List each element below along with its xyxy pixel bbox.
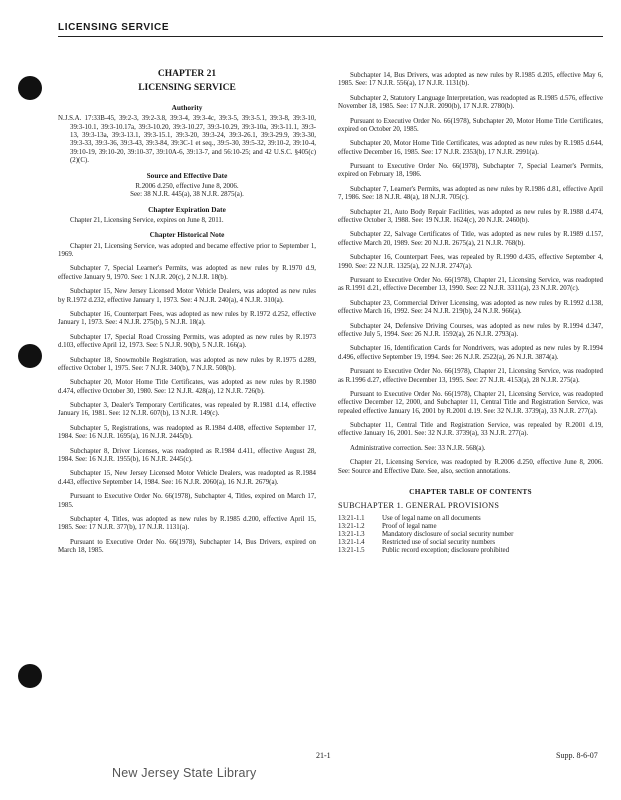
toc-entry	[338, 531, 603, 539]
history-paragraph: Subchapter 15, New Jersey Licensed Motor Vehicle Dealers, was adopted as new rules by R.1972 d.232, effective January 1, 1973. See: 4 N.J.R. 240(a), 4 N.J.R. 310(a).	[58, 288, 316, 304]
history-paragraph: Subchapter 11, Central Title and Registration Service, was repealed by R.2001 d.19, effective January 16, 2001. See: 32 N.J.R. 3739(a), 33 N.J.R. 277(a).	[338, 422, 603, 438]
authority-text: N.J.S.A. 17:33B-45, 39:2-3, 39:2-3.8, 39:3-4, 39:3-4c, 39:3-5, 39:3-5.1, 39:3-8, 39:3-10, 39:3-10.1, 39:3-10.17a, 39:3-10.20, 39:3-10.27, 39:3-10.29, 39:3-10a, 39:3-11.1, 39:3-13, 39:3-13a, 39:3-13.1, 39:3-15.1, 39:3-20, 39:3-24, 39:3-26.1, 39:3-29.9, 39:3-30, 39:3-33, 39:3-36, 39:3-43, 39:3-84, 39:3C-1 et seq., 39:5-30, 39:5-32, 39:10-2, 39:10-4, 39:10-19, 39:10-20, 39:10-37, 39:10A-6, 39:13-7, and 56:10-25; and 42 U.S.C. §405(c)(2)(C).	[58, 115, 316, 165]
history-paragraph: Subchapter 24, Defensive Driving Courses, was adopted as new rules by R.1994 d.347, effective July 5, 1994. See: 26 N.J.R. 1592(a), 26 N.J.R. 2793(a).	[338, 322, 603, 338]
library-watermark: New Jersey State Library	[112, 766, 257, 780]
running-header: LICENSING SERVICE	[58, 22, 170, 33]
toc-entry-title: Public record exception; disclosure prohibited	[382, 547, 510, 555]
toc-entry-title: Proof of legal name	[382, 522, 437, 530]
toc-entry-number: 13:21-1.4	[338, 538, 365, 546]
history-paragraph: Subchapter 21, Auto Body Repair Facilities, was adopted as new rules by R.1988 d.474, effective October 3, 1988. See: 19 N.J.R. 1624(c), 20 N.J.R. 2460(b).	[338, 208, 603, 225]
header-rule	[58, 36, 603, 37]
punch-hole-bottom	[18, 664, 42, 688]
source-line-1: R.2006 d.250, effective June 8, 2006.	[135, 182, 239, 190]
toc-entry	[338, 523, 603, 531]
history-paragraph: Subchapter 23, Commercial Driver Licensing, was adopted as new rules by R.1992 d.138, effective March 16, 1992. See: 24 N.J.R. 219(b), 24 N.J.R. 966(a).	[338, 299, 603, 316]
left-column	[58, 60, 316, 562]
history-paragraph: Subchapter 22, Salvage Certificates of Title, was adopted as new rules by R.1989 d.157, effective March 20, 1989. See: 20 N.J.R. 2675(a), 21 N.J.R. 768(b).	[338, 231, 603, 247]
history-paragraph: Pursuant to Executive Order No. 66(1978), Chapter 21, Licensing Service, was readopted as R.1991 d.21, effective December 13, 1990. See: 22 N.J.R. 3311(a), 23 N.J.R. 207(c).	[338, 277, 603, 293]
history-paragraph: Subchapter 2, Statutory Language Interpretation, was readopted as R.1985 d.576, effective November 18, 1985. See: 17 N.J.R. 2090(b), 17 N.J.R. 2780(b).	[338, 94, 603, 111]
expiration-text: Chapter 21, Licensing Service, expires on June 8, 2011.	[70, 216, 224, 224]
subchapter-heading: SUBCHAPTER 1. GENERAL PROVISIONS	[338, 501, 500, 511]
toc-entry-title: Use of legal name on all documents	[382, 514, 481, 522]
history-paragraph: Chapter 21, Licensing Service, was readopted by R.2006 d.250, effective June 8, 2006. See: Source and Effective Date. See, also, section annotations.	[338, 459, 603, 475]
expiration-heading: Chapter Expiration Date	[148, 204, 226, 214]
source-line-2: See: 38 N.J.R. 445(a), 38 N.J.R. 2875(a).	[130, 191, 244, 199]
history-paragraph: Subchapter 3, Dealer's Temporary Certificates, was repealed by R.1981 d.14, effective January 16, 1981. See: 12 N.J.R. 607(b), 13 N.J.R. 149(c).	[58, 402, 316, 418]
history-paragraph: Subchapter 4, Titles, was adopted as new rules by R.1985 d.200, effective April 15, 1985. See: 17 N.J.R. 377(b), 17 N.J.R. 1131(a).	[58, 516, 316, 532]
history-heading: Chapter Historical Note	[149, 230, 225, 240]
toc-entry-title: Restricted use of social security numbers	[382, 538, 496, 546]
history-paragraph: Pursuant to Executive Order No. 66(1978), Subchapter 7, Special Learner's Permits, expired on February 18, 1986.	[338, 163, 603, 179]
history-paragraph: Subchapter 5, Registrations, was readopted as R.1984 d.408, effective September 17, 1984. See: 16 N.J.R. 1695(a), 16 N.J.R. 2445(b).	[58, 424, 316, 441]
toc-entry	[338, 547, 603, 555]
history-paragraph: Subchapter 17, Special Road Crossing Permits, was adopted as new rules by R.1973 d.103, effective April 12, 1973. See: 5 N.J.R. 90(b), 5 N.J.R. 166(a).	[58, 333, 316, 350]
toc-entry-number: 13:21-1.5	[338, 547, 365, 555]
history-paragraph: Subchapter 16, Counterpart Fees, was repealed by R.1990 d.435, effective September 4, 1990. See: 22 N.J.R. 1325(a), 22 N.J.R. 2747(a).	[338, 254, 603, 270]
history-paragraph: Subchapter 16, Counterpart Fees, was adopted as new rules by R.1972 d.252, effective January 1, 1973. See: 4 N.J.R. 275(b), 5 N.J.R. 18(a).	[58, 311, 316, 327]
page-number: 21-1	[316, 751, 331, 760]
history-paragraph: Pursuant to Executive Order No. 66(1978), Chapter 21, Licensing Service, was readopted as R.1996 d.27, effective December 13, 1995. See: 27 N.J.R. 4153(a), 28 N.J.R. 275(a).	[338, 368, 603, 384]
history-paragraph: Subchapter 18, Snowmobile Registration, was adopted as new rules by R.1975 d.289, effective October 1, 1975. See: 7 N.J.R. 340(b), 7 N.J.R. 508(b).	[58, 356, 316, 372]
history-paragraph: Subchapter 7, Special Learner's Permits, was adopted as new rules by R.1970 d.9, effective January 9, 1970. See: 1 N.J.R. 20(c), 2 N.J.R. 18(b).	[58, 265, 316, 281]
history-paragraph: Subchapter 20, Motor Home Title Certificates, was adopted as new rules by R.1985 d.644, effective December 16, 1985. See: 17 N.J.R. 2353(b), 17 N.J.R. 2991(a).	[338, 140, 603, 156]
source-heading: Source and Effective Date	[146, 170, 228, 180]
history-paragraph: Pursuant to Executive Order No. 66(1978), Chapter 21, Licensing Service, was readopted effective December 12, 2000, and Subchapter 11, Central Title and Registration Service, was repealed effective January 16, 2001 by R.2001 d.19. See: 32 N.J.R. 3739(a), 33 N.J.R. 277(a).	[338, 390, 603, 415]
punch-hole-top	[18, 76, 42, 100]
toc-entry	[338, 515, 603, 523]
history-paragraph: Subchapter 15, New Jersey Licensed Motor Vehicle Dealers, was readopted as R.1984 d.443, effective September 14, 1984. See: 16 N.J.R. 2060(a), 16 N.J.R. 2679(a).	[58, 470, 316, 486]
chapter-title: LICENSING SERVICE	[138, 83, 236, 93]
history-paragraph: Subchapter 16, Identification Cards for Nondrivers, was adopted as new rules by R.1994 d.496, effective September 19, 1994. See: 26 N.J.R. 2522(a), 26 N.J.R. 3874(a).	[338, 345, 603, 361]
history-paragraph: Administrative correction. See: 33 N.J.R. 568(a).	[350, 444, 486, 452]
authority-heading: Authority	[171, 103, 203, 112]
history-paragraph: Subchapter 14, Bus Drivers, was adopted as new rules by R.1985 d.205, effective May 6, 1985. See: 17 N.J.R. 556(a), 17 N.J.R. 1131(b).	[338, 72, 603, 88]
chapter-number: CHAPTER 21	[157, 69, 217, 79]
punch-hole-middle	[18, 344, 42, 368]
toc-entry-number: 13:21-1.1	[338, 514, 365, 522]
right-column	[338, 72, 603, 555]
history-paragraph: Pursuant to Executive Order No. 66(1978), Subchapter 20, Motor Home Title Certificates, expired on October 20, 1985.	[338, 117, 603, 133]
history-paragraph: Subchapter 7, Learner's Permits, was adopted as new rules by R.1986 d.81, effective April 7, 1986. See: 18 N.J.R. 48(a), 18 N.J.R. 705(c).	[338, 185, 603, 202]
toc-entry-number: 13:21-1.3	[338, 530, 365, 538]
toc-list	[338, 515, 603, 555]
history-paragraph: Subchapter 8, Driver Licenses, was readopted as R.1984 d.411, effective August 28, 1984. See: 16 N.J.R. 1955(b), 16 N.J.R. 2445(c).	[58, 447, 316, 464]
history-paragraph: Chapter 21, Licensing Service, was adopted and became effective prior to September 1, 1969.	[58, 242, 316, 258]
toc-entry-number: 13:21-1.2	[338, 522, 365, 530]
toc-entry-title: Mandatory disclosure of social security number	[382, 530, 514, 538]
history-paragraph: Pursuant to Executive Order No. 66(1978), Subchapter 14, Bus Drivers, expired on March 18, 1985.	[58, 538, 316, 555]
history-paragraph: Pursuant to Executive Order No. 66(1978), Subchapter 4, Titles, expired on March 17, 1985.	[58, 493, 316, 509]
history-paragraph: Subchapter 20, Motor Home Title Certificates, was adopted as new rules by R.1980 d.474, effective October 30, 1980. See: 12 N.J.R. 428(a), 12 N.J.R. 726(b).	[58, 379, 316, 395]
toc-title: CHAPTER TABLE OF CONTENTS	[409, 486, 532, 496]
supplement-date: Supp. 8-6-07	[556, 751, 598, 760]
toc-entry	[338, 539, 603, 547]
